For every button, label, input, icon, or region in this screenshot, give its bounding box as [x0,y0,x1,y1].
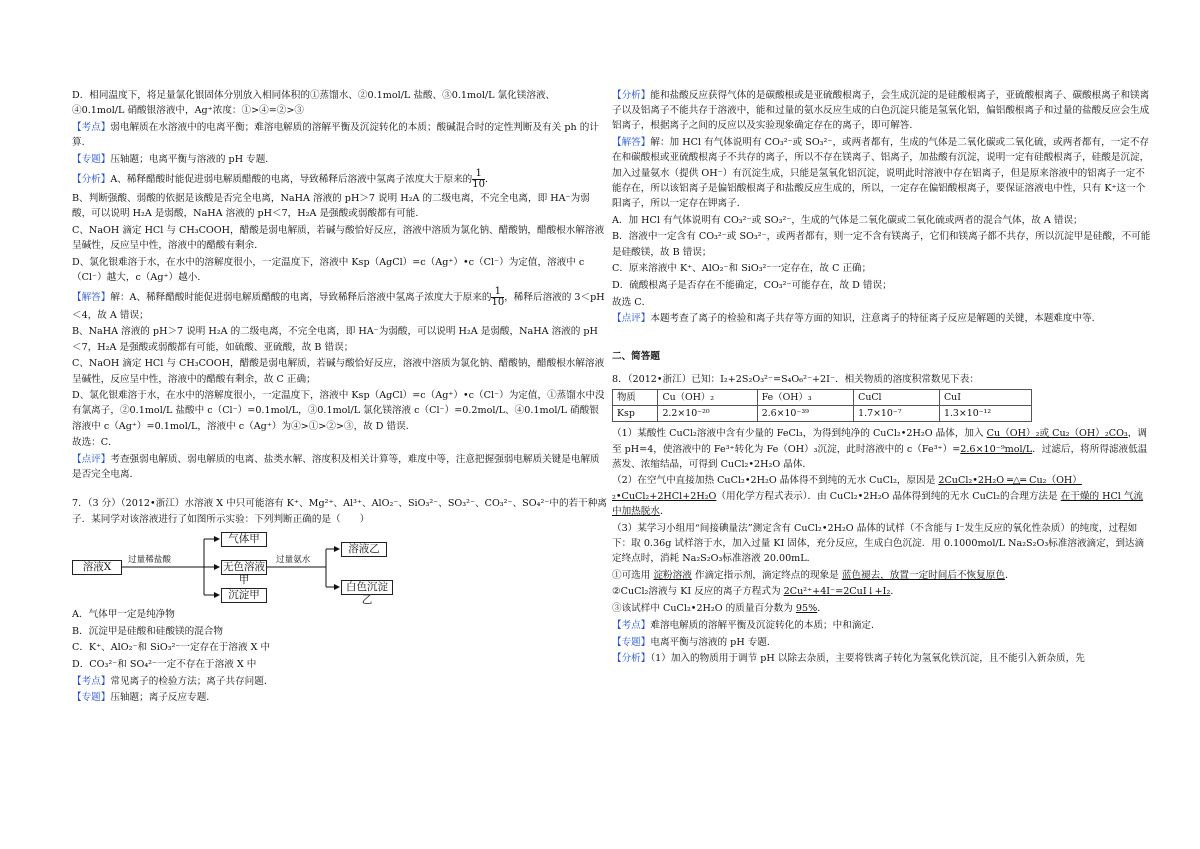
part-3-1 [612,568,1152,583]
dianping-para [72,452,607,482]
fenxi-text: 能和盐酸反应获得气体的是碳酸根或是亚硫酸根离子，会生成沉淀的是硅酸根离子，亚硫酸根离子、碳酸根离子和镁离子以及铝离子不能共存于溶液中，能和过量的氨水反应生成的白色沉淀只能是氢氧化铝，偏铝酸根离子和过量的盐酸反应会生成铝离子，根据离子之间的反应以及实验现象确定存在的离子，即可解答． [612,90,1150,132]
option-c: C．K⁺、AlO₂⁻和 SiO₃²⁻一定存在于溶液 X 中 [72,642,271,654]
question-8: 8．（2012•浙江）已知：I₂+2S₂O₃²⁻=S₄O₆²⁻+2I⁻．相关物质的溶度积常数见下表： [612,373,979,385]
zhuanti-tag: 【专题】 [72,153,111,165]
dianping-text: 本题考查了离子的检验和离子共存等方面的知识，注意离子的特征离子反应是解题的关键，本题难度中等． [650,313,1102,325]
fenxi-d: D、氯化银难溶于水，在水中的溶解度很小，一定温度下，溶液中 Ksp（AgCl）=c（Ag⁺）•c（Cl⁻）为定值，溶液中 c（Cl⁻）越大，c（Ag⁺）越小． [72,256,585,284]
jieda-text: 解：加 HCl 有气体说明有 CO₃²⁻或 SO₃²⁻，或两者都有，生成的气体是二氧化碳或二氧化硫，或两者都有，一定不存在和碳酸根或亚硫酸根离子不共存的离子，所以不存在镁离子、铝离子，加盐酸有沉淀，说明一定有硅酸根离子，硅酸是沉淀，加入过量氨水（提供 OH⁻）有沉淀生成，只能是氢氧化铝沉淀，说明此时溶液中存在铝离子，但是原来溶液中的铝离子一定不能存在，所以该铝离子是偏铝酸根离子和盐酸反应生成的，所以，一定存在偏铝酸根离子，要保证溶液电中性，只有 K⁺这一个阳离子，所以一定存在钾离子． [612,137,1150,209]
jieda-a [72,287,607,323]
fenxi-text-2: （1）加入的物质用于调节 pH 以除去杂质，主要将铁离子转化为氢氧化铁沉淀，且不能引入新杂质，先 [650,653,1085,665]
part-3-3-text-2: ． [817,603,827,615]
zhuanti-text: 电离平衡与溶液的 pH 专题． [650,636,777,648]
jieda-c: C、NaOH 滴定 HCl 与 CH₃COOH，醋酸是弱电解质，若碱与酸恰好反应，溶液中溶质为氯化钠、醋酸钠，醋酸根水解溶液呈碱性，反应呈中性，溶液中的醋酸有剩余，故 C 正确； [72,358,605,385]
dianping-tag: 【点评】 [612,313,651,325]
part-1-text-3: ．过滤后，将所得滤液低温蒸发、浓缩结晶，可得到 CuCl₂•2H₂O 晶体． [612,443,1148,470]
part-3-3 [612,601,1152,616]
part-1-answer-2: 2.6×10⁻⁹mol/L [960,443,1033,455]
white-precipitate-box: 白色沉淀乙 [341,580,393,595]
fenxi-a-end: ． [485,173,495,185]
jieda-option-b: B．溶液中一定含有 CO₃²⁻或 SO₃²⁻，或两者都有，则一定不含有镁离子，它们和镁离子都不共存，所以沉淀甲是硅酸，不可能是硅酸镁，故 B 错误； [612,231,1151,258]
kaodian-text: 弱电解质在水溶液中的电离平衡；难溶电解质的溶解平衡及沉淀转化的本质；酸碱混合时的定性判断及有关 ph 的计算． [72,121,599,149]
table-cell: Cu（OH）₂ [658,389,757,405]
part-1-text: （1）某酸性 CuCl₂溶液中含有少量的 FeCl₃，为得到纯净的 CuCl₂•2H₂O 晶体，加入 [612,428,984,440]
left-column [72,88,607,707]
option-b: B．沉淀甲是硅酸和硅酸镁的混合物 [72,625,223,637]
part-3-1-text-3: ． [1004,569,1015,581]
fraction-numerator: 1 [491,287,504,298]
jieda-option-d: D．硫酸根离子是否存在不能确定，CO₃²⁻可能存在，故 D 错误； [612,279,892,291]
solution-x-box: 溶液X [72,560,122,575]
d-option: D．相同温度下，将足量氯化银固体分别放入相同体积的①蒸馏水、②0.1mol/L 盐酸、③0.1mol/L 氯化镁溶液、④0.1mol/L 硝酸银溶液中，Ag⁺浓度：①>④=②>③ [72,90,556,117]
part-3-2-text: ②CuCl₂溶液与 KI 反应的离子方程式为 [612,586,781,598]
part-2-text: （2）在空气中直接加热 CuCl₂•2H₂O 晶体得不到纯的无水 CuCl₂，原因是 [612,475,936,487]
fraction-denominator: 10 [472,178,486,190]
kaodian-para [612,618,1152,633]
fenxi-a-text: A、稀释醋酸时能促进弱电解质醋酸的电离，导致稀释后溶液中氢离子浓度大于原来的 [110,173,473,185]
answer-choice: 故选 C． [612,296,652,308]
fenxi-a [72,169,607,190]
option-d: D．CO₃²⁻和 SO₄²⁻一定不存在于溶液 X 中 [72,658,257,670]
jieda-tag: 【解答】 [72,291,111,303]
part-1-text-2: ，调至 pH=4，使溶液中的 Fe³⁺转化为 Fe（OH）₃沉淀，此时溶液中的 c（Fe³⁺）= [612,428,1147,455]
reagent-hcl-label: 过量稀盐酸 [128,554,171,565]
kaodian-text: 难溶电解质的溶解平衡及沉淀转化的本质；中和滴定． [650,619,881,631]
zhuanti-tag: 【专题】 [612,636,651,648]
gas-box: 气体甲 [221,532,267,547]
fraction-numerator: 1 [472,169,485,180]
part-2-answer-2: 在干燥的 HCl 气流中加热脱水 [612,490,1144,517]
zhuanti-para-2 [72,690,607,705]
table-cell: 2.6×10⁻³⁹ [757,406,853,422]
fenxi-b: B、判断强酸、弱酸的依据是该酸是否完全电离，NaHA 溶液的 pH＞7 说明 H₂A 的二级电离，不完全电离，即 HA⁻为弱酸，可以说明 H₂A 是弱酸，NaHA 溶液的 pH＜7，H₂A 是强酸或弱酸都有可能． [72,193,590,220]
fenxi-para-2 [612,651,1152,666]
table-cell: 1.3×10⁻¹² [939,406,1031,422]
option-a: A．气体甲一定是纯净物 [72,608,175,620]
zhuanti-para [72,152,607,167]
fenxi-c: C、NaOH 滴定 HCl 与 CH₃COOH，醋酸是弱电解质，若碱与酸恰好反应，溶液中溶质为氯化钠、醋酸钠，醋酸根水解溶液呈碱性，反应呈中性，溶液中的醋酸有剩余． [72,224,605,252]
kaodian-para-2 [72,674,607,689]
right-column [612,88,1152,668]
ksp-table [612,389,1032,422]
table-cell: Fe（OH）₃ [757,389,853,405]
kaodian-text-2: 常见离子的检验方法；离子共存问题． [110,675,274,687]
fraction [491,287,504,308]
fenxi-para [612,88,1152,134]
table-cell: 物质 [613,389,658,405]
table-cell: 1.7×10⁻⁷ [854,406,940,422]
jieda-a-end: ，稀释后溶液的 3＜pH＜4，故 A 错误； [72,291,605,321]
section-heading: 二、简答题 [612,350,660,362]
part-2 [612,473,1152,519]
solution-b-box: 溶液乙 [341,542,387,557]
part-3-1-answer-1: 淀粉溶液 [653,569,692,581]
dianping-para [612,311,1152,326]
part-1-answer-1: Cu（OH）₂或 Cu₂（OH）₂CO₃ [986,428,1128,440]
jieda-d: D、氯化银难溶于水，在水中的溶解度很小，一定温度下，溶液中 Ksp（AgCl）=c（Ag⁺）•c（Cl⁻）为定值，①蒸馏水中没有氯离子，②0.1mol/L 盐酸中 c（Cl⁻）=0.1mol/L，③0.1mol/L 氯化镁溶液 c（Cl⁻）=0.2mol/L、④0.1mol/L 硝酸银溶液中 c（Ag⁺）=0.1mol/L，溶液中 c（Ag⁺）为④>①>②>③，故 D 错误． [72,390,605,432]
jieda-a-text: 解：A、稀释醋酸时能促进弱电解质醋酸的电离，导致稀释后溶液中氢离子浓度大于原来的 [110,291,492,303]
part-3-3-text: ③该试样中 CuCl₂•2H₂O 的质量百分数为 [612,603,793,615]
reagent-ammonia-label: 过量氨水 [276,554,311,565]
zhuanti-text-2: 压轴题；离子反应专题． [110,692,216,704]
question-7: 7．（3 分）（2012•浙江）水溶液 X 中只可能溶有 K⁺、Mg²⁺、Al³⁺、AlO₂⁻、SiO₃²⁻、SO₃²⁻、CO₃²⁻、SO₄²⁻中的若干种离子．某同学对该溶液进行了如图所示实验：下列判断正确的是（ ） [72,498,607,525]
dianping-text: 考查强弱电解质、弱电解质的电离、盐类水解、溶度积及相关计算等，难度中等，注意把握强弱电解质关键是电解质是否完全电离． [72,454,600,481]
table-row [613,389,1032,405]
fenxi-tag: 【分析】 [612,90,651,101]
part-3: （3）某学习小组用“间接碘量法”测定含有 CuCl₂•2H₂O 晶体的试样（不含能与 I⁻发生反应的氧化性杂质）的纯度，过程如下：取 0.36g 试样溶于水，加入过量 KI 固体，充分反应，生成白色沉淀．用 0.1000mol/L Na₂S₂O₃标准溶液滴定，到达滴定终点时，消耗 Na₂S₂O₃标准溶液 20.00mL． [612,522,1145,564]
colorless-solution-box: 无色溶液甲 [223,560,265,586]
kaodian-tag: 【考点】 [612,619,651,631]
zhuanti-para [612,635,1152,650]
fraction [472,169,485,190]
part-1 [612,426,1152,472]
part-2-text-2: （用化学方程式表示）．由 CuCl₂•2H₂O 晶体得到纯的无水 CuCl₂的合理方法是 [716,490,1058,502]
zhuanti-text: 压轴题；电离平衡与溶液的 pH 专题． [110,153,275,165]
jieda-option-a: A．加 HCl 有气体说明有 CO₃²⁻或 SO₃²⁻，生成的气体是二氧化碳或二氧化硫或两者的混合气体，故 A 错误； [612,214,1083,226]
part-3-3-answer: 95% [795,603,818,615]
part-3-1-text-2: 作滴定指示剂，滴定终点的现象是 [694,569,839,581]
kaodian-tag: 【考点】 [72,121,111,133]
precipitate-box: 沉淀甲 [221,588,267,603]
part-3-2-text-2: ． [890,586,900,598]
jieda-option-c: C．原来溶液中 K⁺、AlO₂⁻和 SiO₃²⁻一定存在，故 C 正确； [612,263,872,275]
jieda-para [612,135,1152,211]
jieda-tag: 【解答】 [612,137,651,149]
part-3-1-text: ①可选用 [612,569,651,581]
jieda-b: B、NaHA 溶液的 pH＞7 说明 H₂A 的二级电离，不完全电离，即 HA⁻为弱酸，可以说明 H₂A 是弱酸，NaHA 溶液的 pH＜7，H₂A 是强酸或弱酸都有可能，如硫酸、亚硫酸，故 B 错误； [72,326,598,353]
part-2-answer-1: 2CuCl₂•2H₂O ═△═ Cu₂（OH）₂•CuCl₂+2HCl+2H₂O [612,475,1082,502]
table-cell: Ksp [613,406,658,422]
table-row [613,406,1032,422]
answer-choice: 故选：C． [72,437,118,449]
fenxi-tag: 【分析】 [612,653,651,665]
part-3-1-answer-2: 蓝色褪去，放置一定时间后不恢复原色 [841,569,1005,581]
part-2-text-3: ． [659,505,670,517]
fraction-denominator: 10 [491,296,505,308]
dianping-tag: 【点评】 [72,454,111,466]
flow-diagram [72,531,392,606]
table-cell: CuI [939,389,1031,405]
table-cell: 2.2×10⁻²⁰ [658,406,757,422]
part-3-2 [612,584,1152,599]
kaodian-para [72,120,607,150]
fenxi-tag: 【分析】 [72,173,111,185]
part-3-2-answer: 2Cu²⁺+4I⁻=2CuI↓+I₂ [783,586,891,598]
zhuanti-tag: 【专题】 [72,692,111,704]
kaodian-tag: 【考点】 [72,675,111,687]
table-cell: CuCl [854,389,940,405]
